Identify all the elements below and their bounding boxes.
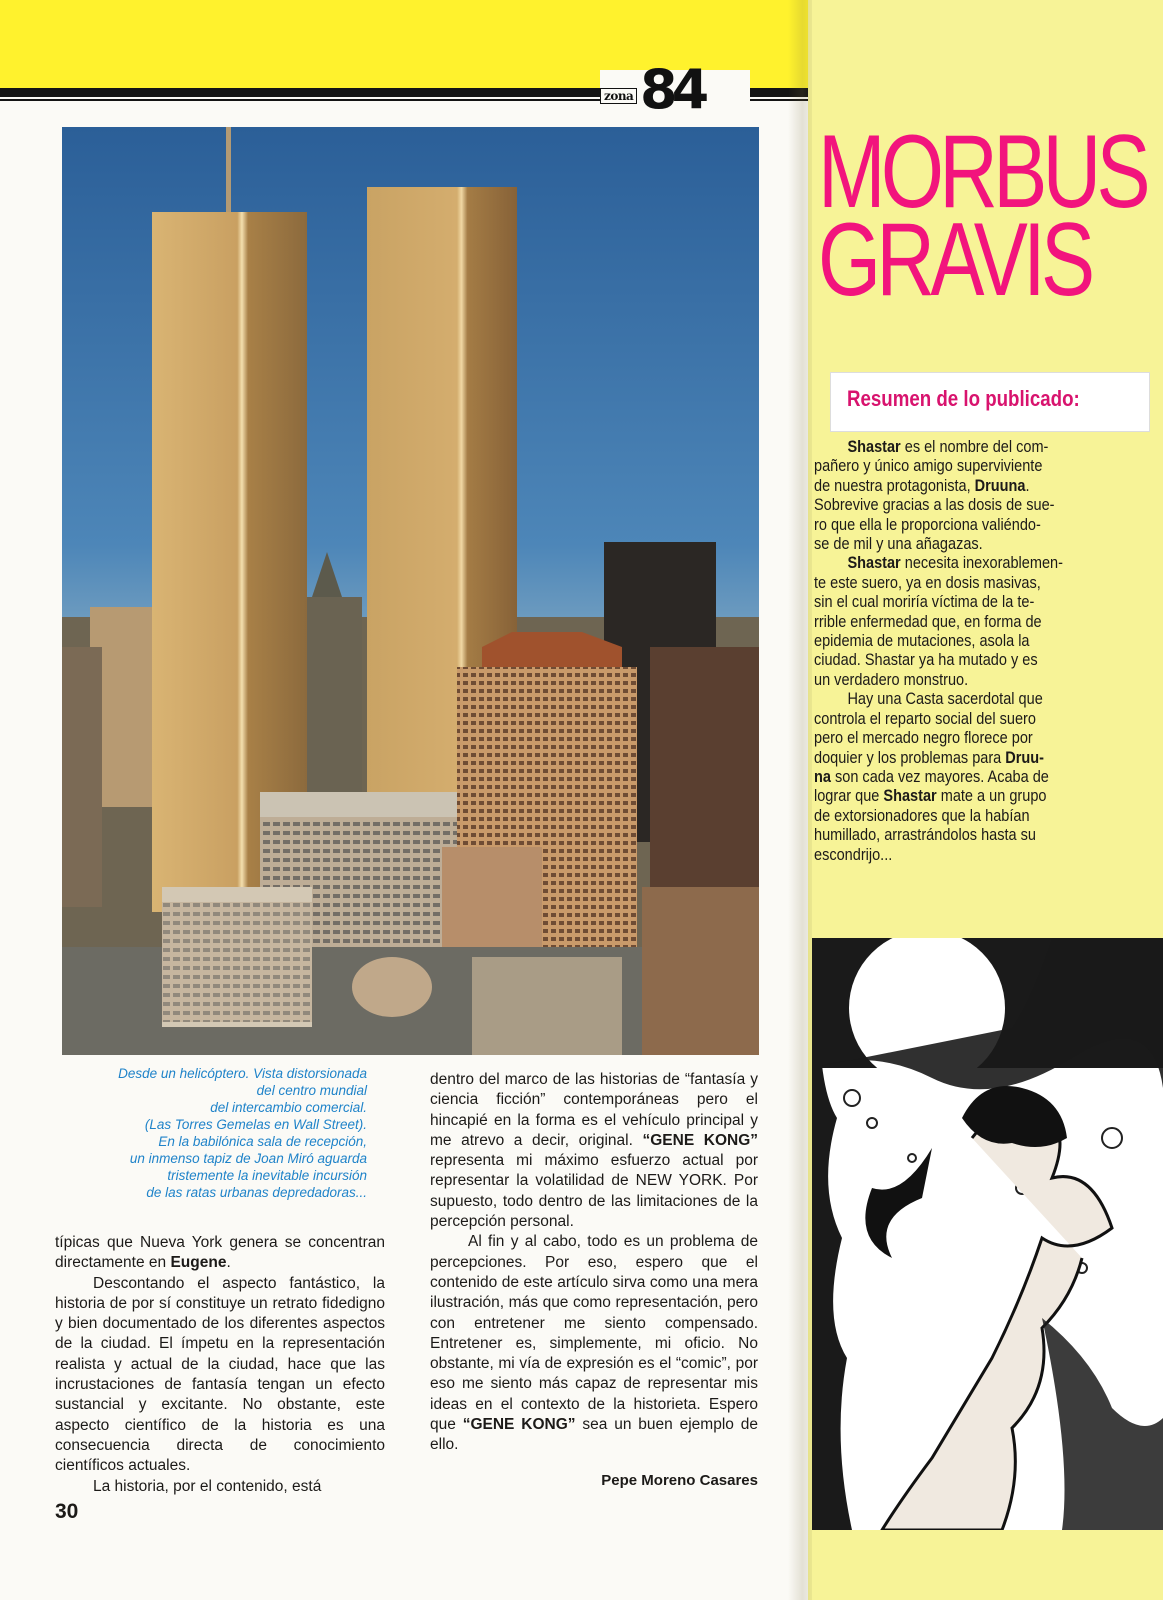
paragraph [55,1233,385,1274]
bold-name: Shastar [847,554,901,573]
summary-line [814,749,1113,768]
text-run: típicas que Nueva York genera se concentran directamente en [55,1234,385,1272]
text-run: sin el cual moriría víctima de la te- [814,593,1035,612]
comic-illustration [812,938,1163,1530]
article-column-1 [55,1233,385,1497]
summary-line [814,613,1113,632]
summary-line [814,710,1113,729]
bold-title: “GENE KONG” [642,1131,758,1149]
text-run: Sobrevive gracias a las dosis de sue- [814,496,1055,515]
text-run: un verdadero monstruo. [814,670,969,689]
bold-name: Druuna [974,476,1026,495]
text-run: epidemia de mutaciones, asola la [814,632,1030,651]
summary-line [814,632,1113,651]
logo-word: zona [600,88,637,104]
summary-line [814,554,1113,573]
text-run: . [1025,476,1030,495]
text-run: de nuestra protagonista, [814,476,975,495]
summary-line [814,690,1113,709]
summary-line [814,496,1113,515]
caption-line: En la babilónica sala de recepción, [158,1134,367,1149]
article-column-2 [430,1070,758,1456]
summary-line [814,671,1113,690]
paragraph [430,1232,758,1455]
summary-line [814,438,1113,457]
text-run: de extorsionadores que la habían [814,806,1030,825]
photo-caption [55,1065,367,1201]
logo-number: 84 [640,58,704,121]
text-run: sea un buen ejemplo de ello. [430,1416,758,1454]
summary-heading: Resumen de lo publicado: [847,386,1080,411]
text-run: doquier y los problemas para [814,748,1006,767]
paragraph: La historia, por el contenido, está [93,1477,322,1495]
caption-line: del centro mundial [256,1083,367,1098]
text-run: Hay una Casta sacerdotal que [847,690,1043,709]
bold-name: Shastar [883,787,937,806]
summary-line [814,846,1113,865]
bold-name: Eugene [170,1254,227,1272]
title-line-2: GRAVIS [818,202,1091,318]
summary-line [814,729,1113,748]
summary-line [814,787,1113,806]
caption-line: de las ratas urbanas depredadoras... [146,1185,367,1200]
text-run: rrible enfermedad que, en forma de [814,612,1042,631]
summary-text [814,438,1154,865]
text-run: pañero y único amigo superviviente [814,457,1043,476]
text-run: lograr que [814,787,884,806]
text-run: controla el reparto social del suero [814,709,1036,728]
summary-line [814,535,1113,554]
summary-line [814,826,1113,845]
text-run: es el nombre del com- [900,438,1049,456]
text-run: escondrijo... [814,845,893,864]
caption-line: Desde un helicóptero. Vista distorsionada [118,1066,367,1081]
summary-line [814,593,1113,612]
text-run: necesita inexorablemen- [900,554,1063,573]
summary-line [814,516,1113,535]
title-line-1: MORBUS [818,114,1146,230]
summary-line [814,768,1113,787]
bold-name: Shastar [847,438,901,456]
twin-towers-photo [62,127,759,1055]
summary-line [814,807,1113,826]
summary-line [814,457,1113,476]
text-run: . [226,1254,231,1272]
caption-line: tristemente la inevitable incursión [167,1168,367,1183]
summary-heading-box [830,372,1150,432]
text-run: representa mi máximo esfuerzo actual por representar la volatilidad de NEW YORK. Por supuesto, todo dentro de las limitaciones de la percepción personal. [430,1152,758,1231]
caption-line: del intercambio comercial. [210,1100,367,1115]
text-run: Al fin y al cabo, todo es un problema de percepciones. Por eso, espero que el contenido de este artículo sirva como una mera ilustración, más que como representación, pero con entretener me siento compensado. Entretener es, simplemente, mi oficio. No obstante, mi vía de expresión es el “comic”, por eso me siento más capaz de representar mis ideas en el contexto de la historieta. Espero que [430,1233,758,1434]
text-run: humillado, arrastrándolos hasta su [814,826,1036,845]
summary-line [814,651,1113,670]
caption-line: (Las Torres Gemelas en Wall Street). [144,1117,367,1132]
bold-name: Druu- [1005,748,1045,767]
text-run: ciudad. Shastar ya ha mutado y es [814,651,1038,670]
caption-line: un inmenso tapiz de Joan Miró aguarda [129,1151,367,1166]
text-run: pero el mercado negro florece por [814,729,1033,748]
story-title [818,114,1146,318]
text-run: dentro del marco de las historias de “fantasía y ciencia ficción” contemporáneas pero el hincapié en la forma es el vehículo principal y me atrevo a decir, original. [430,1071,758,1149]
page-gutter [788,0,812,1600]
text-run: se de mil y una añagazas. [814,535,983,554]
text-run: ro que ella le proporciona valiéndo- [814,515,1041,534]
zona84-logo [600,58,750,121]
text-run: mate a un grupo [936,787,1047,806]
paragraph [430,1070,758,1232]
summary-line [814,574,1113,593]
bold-title: “GENE KONG” [462,1416,576,1434]
page-number: 30 [55,1500,79,1523]
text-run: te este suero, ya en dosis masivas, [814,573,1041,592]
bold-name: na [814,767,831,786]
summary-line [814,477,1113,496]
paragraph: Descontando el aspecto fantástico, la historia de por sí constituye un retrato fidedigno y bien documentado de los diferentes aspectos de la ciudad. El ímpetu en la representación realista y actual de la ciudad, hace que las incrustaciones de fantasía tengan un efecto sustancial y excitante. No obstante, este aspecto científico de la historia es una consecuencia directa de conocimiento científicos actuales. [55,1274,385,1475]
author-byline: Pepe Moreno Casares [601,1472,758,1489]
text-run: son cada vez mayores. Acaba de [830,767,1049,786]
